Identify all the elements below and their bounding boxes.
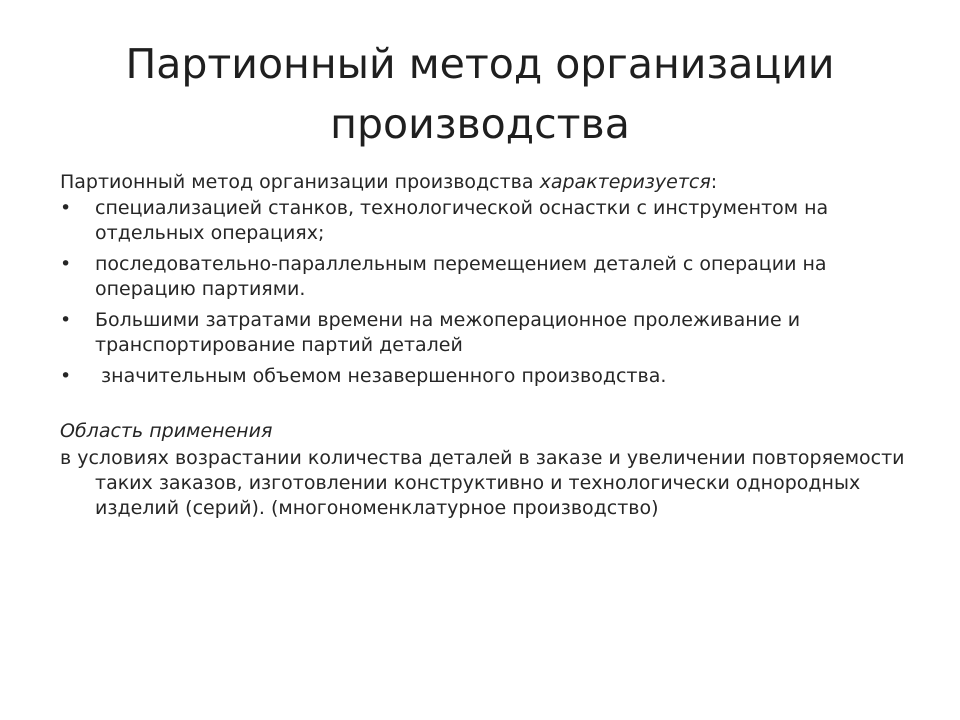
bullet-icon: •: [60, 309, 72, 331]
list-item-text: последовательно-параллельным перемещением деталей с операции на операцию партиями.: [95, 253, 827, 300]
bullet-icon: •: [60, 253, 72, 275]
list-item: [60, 196, 910, 246]
list-item: [60, 364, 910, 389]
intro-prefix: Партионный метод организации производства: [60, 171, 540, 193]
list-item-text: значительным объемом незавершенного производства.: [95, 365, 667, 387]
bullet-icon: •: [60, 197, 72, 219]
list-item-text: Большими затратами времени на межоперационное пролеживание и транспортирование партий деталей: [95, 309, 801, 356]
slide-content: [60, 170, 910, 521]
list-item: [60, 252, 910, 302]
bullet-list: [60, 196, 910, 389]
intro-italic: характеризуется: [539, 171, 711, 193]
list-item: [60, 308, 910, 358]
intro-line: [60, 170, 910, 195]
list-item-text: специализацией станков, технологической оснастки с инструментом на отдельных операциях;: [95, 197, 829, 244]
section-spacer: [60, 395, 910, 419]
application-area-title: Область применения: [60, 420, 273, 442]
intro-suffix: :: [710, 171, 718, 193]
bullet-icon: •: [60, 365, 72, 387]
application-area-text: в условиях возрастании количества деталей в заказе и увеличении повторяемости таких заказов, изготовлении конструктивно и технологически однородных изделий (серий). (многономенклатурное производство): [60, 447, 905, 519]
slide-title: Партионный метод организации производства: [125, 40, 835, 148]
